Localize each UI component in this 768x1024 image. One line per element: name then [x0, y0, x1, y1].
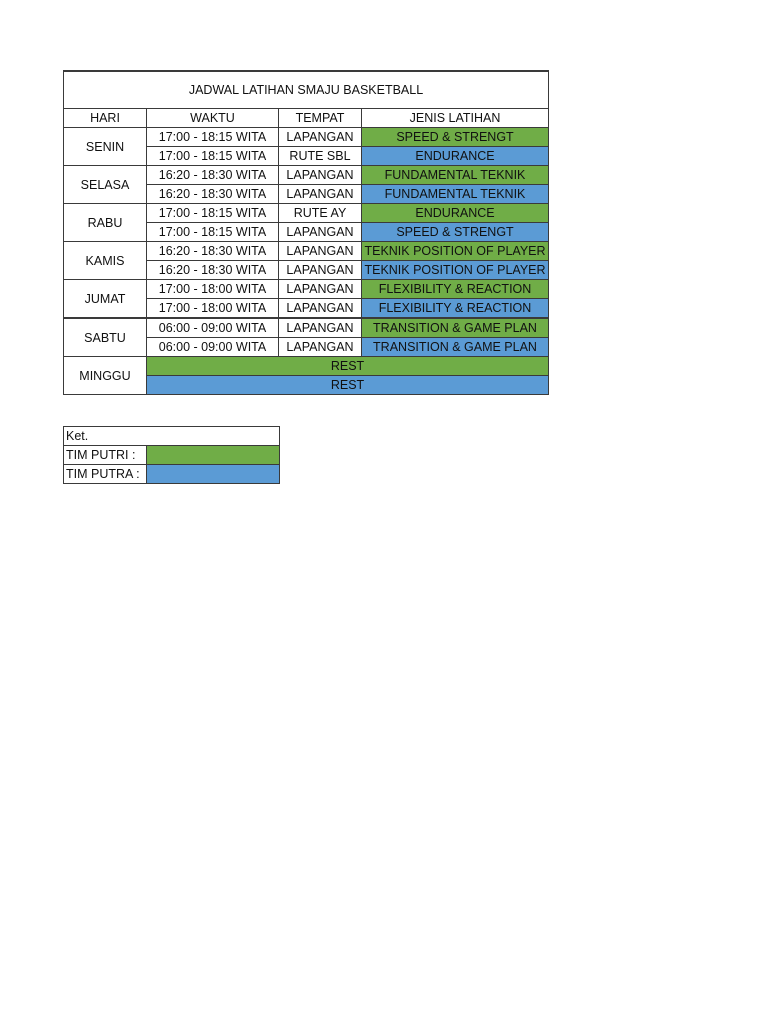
table-row — [64, 280, 549, 299]
jenis-latihan-cell: ENDURANCE — [362, 147, 549, 166]
jenis-latihan-cell: FUNDAMENTAL TEKNIK — [362, 166, 549, 185]
tempat-cell: LAPANGAN — [279, 318, 362, 338]
legend-putri-swatch — [147, 446, 280, 465]
day-cell: SABTU — [64, 318, 147, 357]
legend-table — [63, 426, 280, 484]
waktu-cell: 16:20 - 18:30 WITA — [147, 166, 279, 185]
table-row — [64, 166, 549, 185]
header-jenis-latihan: JENIS LATIHAN — [362, 109, 549, 128]
waktu-cell: 17:00 - 18:00 WITA — [147, 280, 279, 299]
jenis-latihan-cell: TRANSITION & GAME PLAN — [362, 338, 549, 357]
tempat-cell: RUTE SBL — [279, 147, 362, 166]
tempat-cell: LAPANGAN — [279, 338, 362, 357]
day-cell: MINGGU — [64, 357, 147, 395]
legend-putri-label: TIM PUTRI : — [64, 446, 147, 465]
table-row — [64, 318, 549, 338]
table-row — [64, 357, 549, 376]
day-cell: KAMIS — [64, 242, 147, 280]
tempat-cell: RUTE AY — [279, 204, 362, 223]
rest-cell: REST — [147, 376, 549, 395]
waktu-cell: 16:20 - 18:30 WITA — [147, 261, 279, 280]
jenis-latihan-cell: SPEED & STRENGT — [362, 223, 549, 242]
tempat-cell: LAPANGAN — [279, 185, 362, 204]
jenis-latihan-cell: FLEXIBILITY & REACTION — [362, 299, 549, 319]
jenis-latihan-cell: FUNDAMENTAL TEKNIK — [362, 185, 549, 204]
tempat-cell: LAPANGAN — [279, 261, 362, 280]
waktu-cell: 16:20 - 18:30 WITA — [147, 242, 279, 261]
header-hari: HARI — [64, 109, 147, 128]
legend-title: Ket. — [64, 427, 280, 446]
schedule-title: JADWAL LATIHAN SMAJU BASKETBALL — [64, 71, 549, 109]
tempat-cell: LAPANGAN — [279, 299, 362, 319]
jenis-latihan-cell: TRANSITION & GAME PLAN — [362, 318, 549, 338]
tempat-cell: LAPANGAN — [279, 128, 362, 147]
table-row — [64, 128, 549, 147]
legend-putri-row — [64, 446, 280, 465]
legend-putra-row — [64, 465, 280, 484]
waktu-cell: 17:00 - 18:00 WITA — [147, 299, 279, 319]
legend-putra-swatch — [147, 465, 280, 484]
day-cell: RABU — [64, 204, 147, 242]
waktu-cell: 17:00 - 18:15 WITA — [147, 147, 279, 166]
jenis-latihan-cell: ENDURANCE — [362, 204, 549, 223]
rest-cell: REST — [147, 357, 549, 376]
title-row — [64, 71, 549, 109]
jenis-latihan-cell: TEKNIK POSITION OF PLAYER — [362, 261, 549, 280]
jenis-latihan-cell: FLEXIBILITY & REACTION — [362, 280, 549, 299]
waktu-cell: 17:00 - 18:15 WITA — [147, 128, 279, 147]
waktu-cell: 17:00 - 18:15 WITA — [147, 223, 279, 242]
table-row — [64, 204, 549, 223]
header-waktu: WAKTU — [147, 109, 279, 128]
day-cell: SELASA — [64, 166, 147, 204]
waktu-cell: 06:00 - 09:00 WITA — [147, 338, 279, 357]
tempat-cell: LAPANGAN — [279, 223, 362, 242]
tempat-cell: LAPANGAN — [279, 242, 362, 261]
jenis-latihan-cell: SPEED & STRENGT — [362, 128, 549, 147]
tempat-cell: LAPANGAN — [279, 166, 362, 185]
tempat-cell: LAPANGAN — [279, 280, 362, 299]
day-cell: JUMAT — [64, 280, 147, 319]
waktu-cell: 16:20 - 18:30 WITA — [147, 185, 279, 204]
day-cell: SENIN — [64, 128, 147, 166]
legend-title-row — [64, 427, 280, 446]
waktu-cell: 06:00 - 09:00 WITA — [147, 318, 279, 338]
header-row — [64, 109, 549, 128]
table-row — [64, 242, 549, 261]
header-tempat: TEMPAT — [279, 109, 362, 128]
legend-putra-label: TIM PUTRA : — [64, 465, 147, 484]
schedule-body — [64, 71, 549, 395]
waktu-cell: 17:00 - 18:15 WITA — [147, 204, 279, 223]
schedule-table — [63, 70, 549, 395]
jenis-latihan-cell: TEKNIK POSITION OF PLAYER — [362, 242, 549, 261]
